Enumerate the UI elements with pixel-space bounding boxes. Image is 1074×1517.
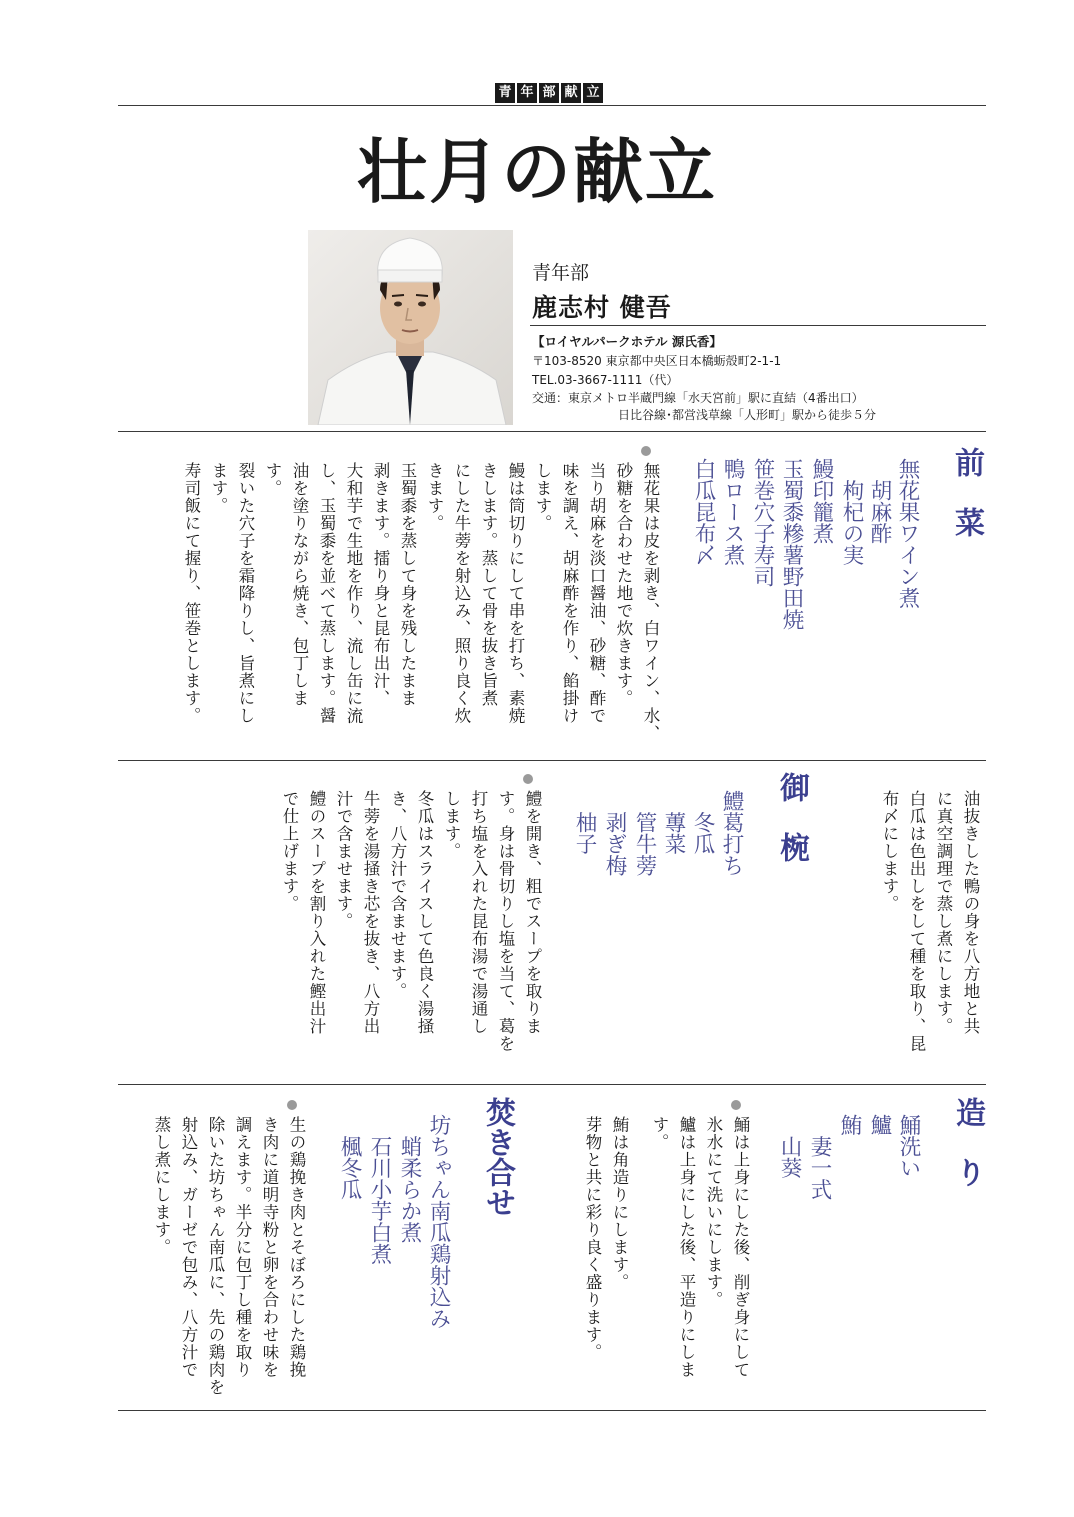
zensai-body-cont: 布〆にします。 <box>880 790 899 913</box>
section-rule-3 <box>118 1084 986 1085</box>
zensai-body: 味を調え、胡麻酢を作り、餡掛け <box>560 462 579 725</box>
restaurant-name: 【ロイヤルパークホテル 源氏香】 <box>532 334 722 349</box>
takiawase-item: 坊ちゃん南瓜鶏射込み <box>426 1114 451 1329</box>
zensai-item: 笹巻穴子寿司 <box>750 458 775 587</box>
zensai-body: きします。蒸して骨を抜き旨煮 <box>479 462 498 707</box>
label-char: 献 <box>561 83 581 103</box>
owan-body: で仕上げます。 <box>280 790 299 913</box>
label-char: 部 <box>539 83 559 103</box>
zensai-item: 胡麻酢 <box>867 458 892 544</box>
takiawase-body: 生の鶏挽き肉とそぼろにした鶏挽 <box>287 1116 306 1379</box>
takiawase-body: き肉に道明寺粉と卵を合わせ味を <box>260 1116 279 1379</box>
bullet-icon <box>731 1100 741 1110</box>
zensai-body: 砂糖を合わせた地で炊きます。 <box>614 462 633 707</box>
owan-body: 打ち塩を入れた昆布湯で湯通し <box>469 790 488 1035</box>
owan-body: き、八方汁で含ませます。 <box>388 790 407 1000</box>
owan-item: 柚子 <box>572 790 597 855</box>
section-rule-2 <box>118 760 986 761</box>
chef-photo <box>308 230 513 425</box>
zensai-body: 寿司飯にて握り、笹巻とします。 <box>182 462 201 725</box>
zensai-body: 当り胡麻を淡口醤油、砂糖、酢で <box>587 462 606 725</box>
tsukuri-item: 鮪 <box>837 1114 862 1136</box>
tsukuri-item: 鯒洗い <box>896 1114 921 1179</box>
bullet-icon <box>641 446 651 456</box>
owan-item: 冬瓜 <box>690 790 715 855</box>
zensai-body: 剥きます。擂り身と昆布出汁、 <box>371 462 390 707</box>
tsukuri-body: 鯒は上身にした後、削ぎ身にして <box>731 1116 750 1379</box>
tsukuri-body: 氷水にて洗いにします。 <box>704 1116 723 1309</box>
owan-item: 蓴菜 <box>661 790 686 855</box>
zensai-title: 前 菜 <box>949 447 984 537</box>
access-line-1: 交通：東京メトロ半蔵門線「水天宮前」駅に直結（4番出口） <box>532 391 864 405</box>
owan-body: す。身は骨切りし塩を当て、葛を <box>496 790 515 1053</box>
takiawase-body: 除いた坊ちゃん南瓜に、先の鶏肉を <box>206 1116 225 1396</box>
owan-item: 管牛蒡 <box>632 790 657 876</box>
chef-name: 鹿志村 健吾 <box>532 293 672 322</box>
section-label <box>495 83 603 103</box>
section-rule-1 <box>118 431 986 432</box>
tsukuri-body: 鮪は角造りにします。 <box>610 1116 629 1291</box>
tsukuri-item: 妻一式 <box>807 1114 832 1200</box>
bottom-rule <box>118 1410 986 1411</box>
tsukuri-title: 造 り <box>950 1097 985 1187</box>
takiawase-item: 石川小芋白煮 <box>367 1114 392 1265</box>
owan-body: します。 <box>442 790 461 860</box>
top-rule <box>118 105 986 106</box>
zensai-body: します。 <box>533 462 552 532</box>
zensai-item: 鴨ロース煮 <box>720 458 745 566</box>
zensai-body: 無花果は皮を剥き、白ワイン、水、 <box>641 462 660 742</box>
label-char: 年 <box>517 83 537 103</box>
department: 青年部 <box>532 262 590 284</box>
zensai-item: 無花果ワイン煮 <box>895 458 920 609</box>
takiawase-title: 焚き合せ <box>480 1097 515 1217</box>
zensai-body: 鰻は筒切りにして串を打ち、素焼 <box>506 462 525 725</box>
bullet-icon <box>523 774 533 784</box>
zensai-body: きます。 <box>425 462 444 532</box>
owan-item: 鱧葛打ち <box>719 790 744 876</box>
owan-body: 汁で含ませます。 <box>334 790 353 930</box>
telephone: TEL.03-3667-1111（代） <box>532 373 679 387</box>
zensai-body: 大和芋で生地を作り、流し缶に流 <box>344 462 363 725</box>
zensai-item: 玉蜀黍糝薯野田焼 <box>779 458 804 630</box>
tsukuri-body: 芽物と共に彩り良く盛ります。 <box>583 1116 602 1361</box>
takiawase-item: 楓冬瓜 <box>337 1114 362 1200</box>
tsukuri-body: 鱸は上身にした後、平造りにしま <box>677 1116 696 1379</box>
page-title: 壮月の献立 <box>357 130 717 213</box>
label-char: 立 <box>583 83 603 103</box>
zensai-body: にした牛蒡を射込み、照り良く炊 <box>452 462 471 725</box>
zensai-body: す。 <box>263 462 282 497</box>
owan-item: 剥ぎ梅 <box>602 790 627 876</box>
takiawase-item: 蛸柔らか煮 <box>397 1114 422 1243</box>
label-char: 青 <box>495 83 515 103</box>
tsukuri-item: 山葵 <box>777 1114 802 1179</box>
zensai-body: 玉蜀黍を蒸して身を残したまま <box>398 462 417 707</box>
zensai-item: 枸杞の実 <box>839 458 864 566</box>
zensai-body-cont: 油抜きした鴨の身を八方地と共 <box>961 790 980 1035</box>
zensai-body: 油を塗りながら焼き、包丁しま <box>290 462 309 707</box>
owan-body: 冬瓜はスライスして色良く湯掻 <box>415 790 434 1035</box>
zensai-body: 裂いた穴子を霜降りし、旨煮にし <box>236 462 255 725</box>
owan-title: 御 椀 <box>774 772 809 862</box>
zensai-body: し、玉蜀黍を並べて蒸します。醤 <box>317 462 336 725</box>
name-rule <box>530 325 986 326</box>
owan-body: 牛蒡を湯掻き芯を抜き、八方出 <box>361 790 380 1035</box>
zensai-item: 白瓜昆布〆 <box>691 458 716 566</box>
zensai-body-cont: 白瓜は色出しをして種を取り、昆 <box>907 790 926 1053</box>
access-line-2: 日比谷線･都営浅草線「人形町」駅から徒歩５分 <box>618 408 877 422</box>
tsukuri-body: す。 <box>650 1116 669 1151</box>
zensai-item: 鰻印籠煮 <box>809 458 834 544</box>
address: 〒103-8520 東京都中央区日本橋蛎殻町2-1-1 <box>532 354 782 368</box>
tsukuri-item: 鱸 <box>867 1114 892 1136</box>
takiawase-body: 射込み、ガーゼで包み、八方汁で <box>179 1116 198 1379</box>
takiawase-body: 調えます。半分に包丁し種を取り <box>233 1116 252 1379</box>
zensai-body: ます。 <box>209 462 228 515</box>
zensai-body-cont: に真空調理で蒸し煮にします。 <box>934 790 953 1035</box>
owan-body: 鱧を開き、粗でスープを取りま <box>523 790 542 1035</box>
takiawase-body: 蒸し煮にします。 <box>152 1116 171 1256</box>
bullet-icon <box>287 1100 297 1110</box>
owan-body: 鱧のスープを割り入れた鰹出汁 <box>307 790 326 1035</box>
